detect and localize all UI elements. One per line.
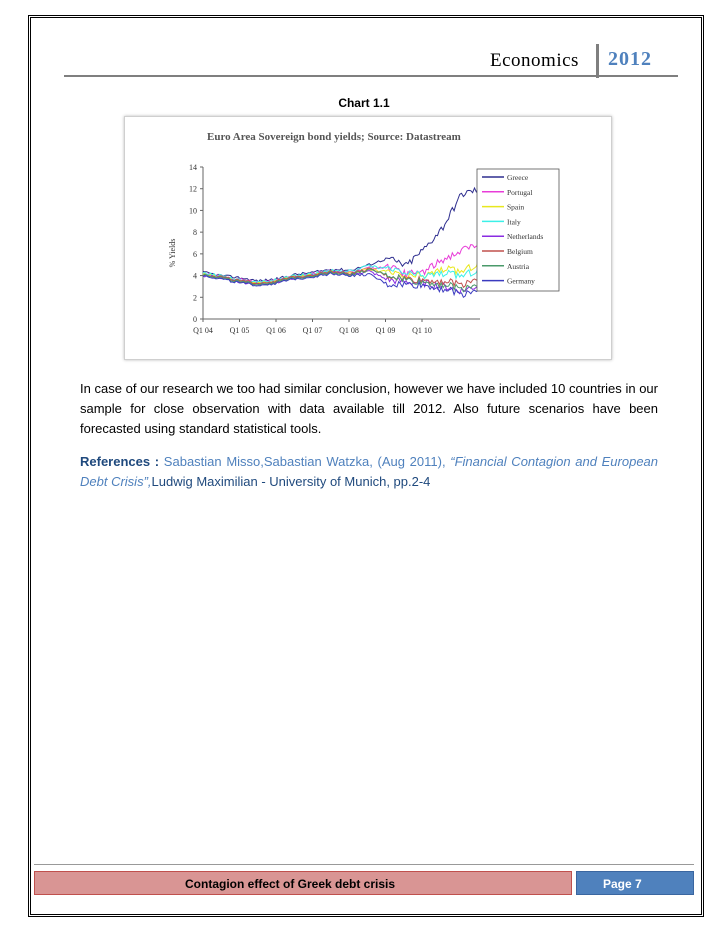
legend-label: Portugal xyxy=(507,187,533,197)
references-title: “Financial Contagion and European Debt Crisis”, xyxy=(80,454,659,489)
y-tick-label: 0 xyxy=(193,315,197,324)
legend-label: Austria xyxy=(507,261,530,271)
y-tick-label: 10 xyxy=(189,206,197,216)
series-line-portugal xyxy=(203,243,480,283)
header-title: Economics xyxy=(490,50,579,71)
legend-label: Greece xyxy=(507,173,529,182)
series-line-greece xyxy=(203,188,480,282)
y-axis-label: % Yields xyxy=(168,238,177,268)
x-tick-label: Q1 06 xyxy=(266,326,286,335)
footer xyxy=(34,871,694,895)
header-separator xyxy=(596,44,599,78)
chart-frame xyxy=(124,116,612,360)
x-tick-label: Q1 04 xyxy=(193,326,213,335)
chart-title: Euro Area Sovereign bond yields; Source: Datastream xyxy=(207,131,461,143)
footer-page-box xyxy=(576,871,694,895)
references xyxy=(80,452,658,492)
y-tick-label: 8 xyxy=(193,228,197,238)
references-label: References : xyxy=(80,454,160,469)
chart-caption: Chart 1.1 xyxy=(338,96,390,110)
y-tick-label: 2 xyxy=(193,293,197,303)
body-paragraph: In case of our research we too had similar conclusion, however we have included 10 countries in our sample for close observation with data available till 2012. Also future scenarios have been forecasted using standard statistical tools. xyxy=(80,381,658,436)
page-number: Page 7 xyxy=(603,877,642,891)
y-tick-label: 4 xyxy=(193,271,197,281)
legend-label: Belgium xyxy=(507,247,533,256)
y-tick-label: 6 xyxy=(193,249,197,259)
footer-title-box xyxy=(34,871,572,895)
header-year: 2012 xyxy=(608,48,652,70)
references-source: Ludwig Maximilian - University of Munich, pp.2-4 xyxy=(151,474,431,489)
legend-label: Italy xyxy=(507,217,521,227)
x-tick-label: Q1 05 xyxy=(229,326,250,335)
x-tick-label: Q1 07 xyxy=(302,326,323,335)
x-tick-label: Q1 08 xyxy=(339,326,359,335)
y-tick-label: 14 xyxy=(189,163,197,172)
footer-rule xyxy=(34,864,694,865)
footer-title: Contagion effect of Greek debt crisis xyxy=(185,877,396,891)
legend-label: Netherlands xyxy=(507,232,544,242)
y-tick-label: 12 xyxy=(189,184,197,194)
x-tick-label: Q1 10 xyxy=(412,326,432,335)
header-rule xyxy=(64,75,678,77)
references-authors: Sabastian Misso,Sabastian Watzka, (Aug 2011), xyxy=(159,454,451,469)
x-tick-label: Q1 09 xyxy=(375,326,396,335)
legend-label: Germany xyxy=(507,276,535,286)
legend-label: Spain xyxy=(507,202,525,212)
chart-svg xyxy=(125,117,611,359)
